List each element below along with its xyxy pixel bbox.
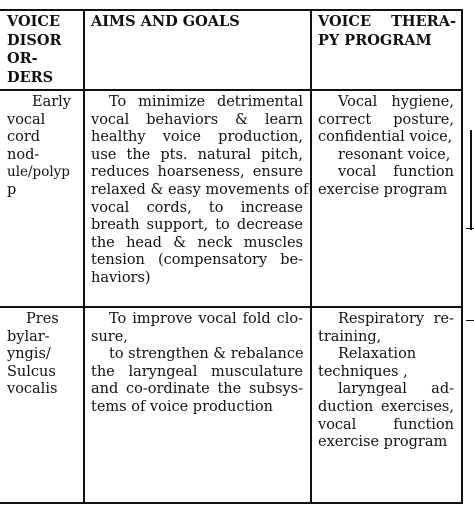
cell-line: resonant voice,: [338, 146, 451, 163]
header-voice-disorders: [7, 13, 79, 87]
header-line: DISOR: [7, 31, 62, 49]
cell-line: vocal function: [338, 164, 454, 181]
header-bottom-border: [0, 89, 463, 91]
cell-line: Early: [32, 94, 71, 110]
header-line: OR-: [7, 50, 38, 67]
header-line: VOICE: [7, 13, 61, 30]
header-aims-and-goals: [91, 13, 305, 32]
cell-line: vocalis: [7, 381, 58, 398]
header-voice-therapy-program: [318, 13, 456, 50]
cell-line: use the pts. natural pitch,: [91, 146, 303, 163]
cell-line: laryngeal ad-: [338, 381, 454, 398]
column-divider-1: [83, 9, 85, 504]
cell-line: haviors): [91, 269, 151, 286]
cell-line: To minimize detrimental: [109, 94, 303, 110]
edge-mark: [466, 320, 474, 321]
cell-line: the head & neck muscles: [91, 234, 303, 251]
cell-line: sure,: [91, 328, 128, 345]
header-line: PY PROGRAM: [318, 31, 432, 49]
cell-line: healthy voice production,: [91, 129, 303, 146]
cell-line: bylar-: [7, 328, 50, 345]
row1-program-cell: [318, 94, 454, 200]
cell-line: and co-ordinate the subsys-: [91, 381, 303, 398]
cell-line: training,: [318, 328, 382, 345]
cell-line: Pres: [26, 311, 59, 327]
edge-mark: [466, 228, 474, 229]
row2-disorder-cell: [7, 311, 79, 399]
cell-line: duction exercises,: [318, 398, 454, 415]
cell-line: techniques ,: [318, 363, 408, 380]
cell-line: p: [7, 181, 17, 198]
header-line: VOICE THERA-: [318, 13, 456, 30]
row1-aims-cell: [91, 94, 309, 288]
cell-line: vocal function: [318, 416, 454, 433]
header-line: DERS: [7, 68, 54, 86]
row2-program-cell: [318, 311, 454, 452]
cell-line: breath support, to decrease: [91, 217, 303, 234]
cell-line: To improve vocal fold clo-: [109, 311, 303, 327]
row1-disorder-cell: [7, 94, 79, 200]
cell-line: Vocal hygiene,: [338, 94, 454, 110]
cell-line: nod-: [7, 146, 40, 163]
cell-line: exercise program: [318, 181, 448, 198]
cell-line: Respiratory re-: [338, 311, 454, 327]
cell-line: correct posture,: [318, 111, 454, 128]
cell-line: Relaxation: [338, 346, 417, 363]
table-bottom-border: [0, 502, 463, 504]
cell-line: the laryngeal musculature: [91, 363, 303, 380]
cell-line: yngis/: [7, 346, 51, 363]
cell-line: exercise program: [318, 434, 448, 451]
cell-line: tems of voice production: [91, 398, 274, 415]
column-divider-2: [310, 9, 312, 504]
table-top-border: [0, 9, 463, 11]
cell-line: reduces hoarseness, ensure: [91, 164, 303, 181]
cell-line: Sulcus: [7, 363, 56, 380]
row-divider: [0, 306, 463, 308]
cell-line: confidential voice,: [318, 129, 453, 146]
cell-line: vocal behaviors & learn: [91, 111, 303, 128]
cell-line: relaxed & easy movements of: [91, 181, 309, 198]
cell-line: ule/polyp: [7, 164, 70, 181]
edge-mark: [470, 130, 472, 230]
cell-line: to strengthen & rebalance: [109, 346, 304, 363]
cell-line: cord: [7, 129, 41, 146]
header-line: AIMS AND GOALS: [91, 13, 240, 30]
cell-line: vocal: [7, 111, 46, 128]
cell-line: tension (compensatory be-: [91, 252, 303, 269]
table-right-border: [461, 9, 463, 504]
row2-aims-cell: [91, 311, 303, 417]
cell-line: vocal cords, to increase: [91, 199, 303, 216]
